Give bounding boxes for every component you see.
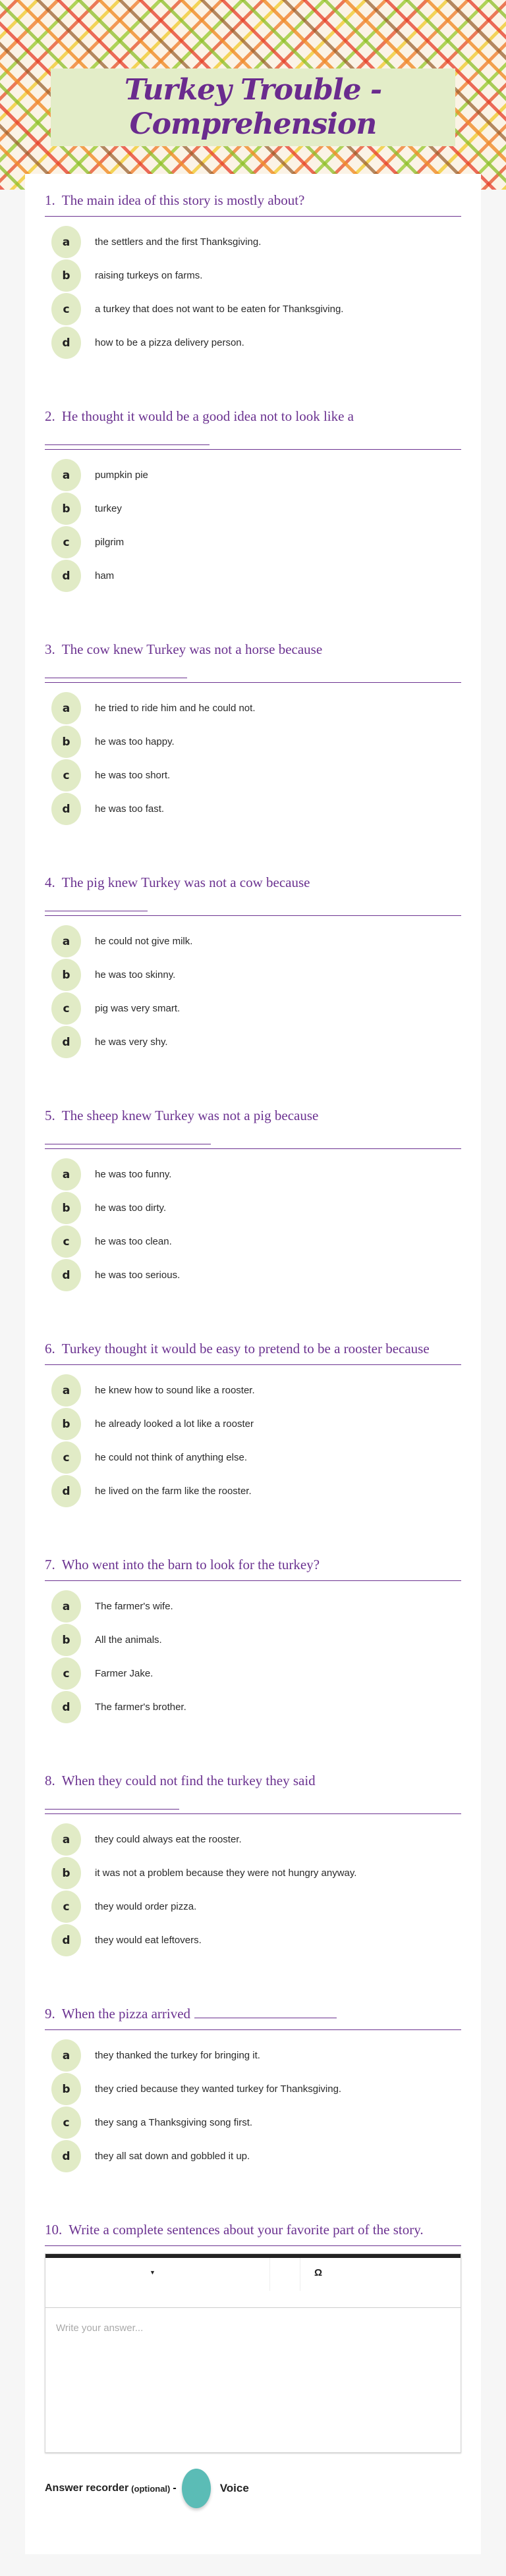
question-6	[45, 1340, 461, 1508]
option-letter-badge: c	[51, 992, 81, 1025]
option-letter-badge: a	[51, 1374, 81, 1407]
option-text: they would order pizza.	[95, 1901, 197, 1912]
option-c[interactable]	[45, 1890, 461, 1923]
option-text: they would eat leftovers.	[95, 1935, 202, 1946]
option-b[interactable]	[45, 2072, 461, 2106]
option-c[interactable]	[45, 525, 461, 559]
question-text: The main idea of this story is mostly about?	[61, 192, 305, 208]
option-letter-badge: c	[51, 293, 81, 325]
voice-label: Voice	[219, 2482, 249, 2494]
answer-blank	[45, 1795, 179, 1810]
voice-record-button[interactable]	[182, 2469, 211, 2508]
option-text: he was very shy.	[95, 1036, 168, 1048]
option-letter-badge: c	[51, 759, 81, 792]
option-letter-badge: a	[51, 1823, 81, 1856]
option-d[interactable]	[45, 2139, 461, 2173]
option-text: he was too skinny.	[95, 969, 176, 980]
question-text: The cow knew Turkey was not a horse because	[61, 641, 323, 657]
question-text: Turkey thought it would be easy to pretend to be a rooster because	[61, 1341, 430, 1356]
option-text: he was too serious.	[95, 1270, 181, 1281]
option-text: he knew how to sound like a rooster.	[95, 1385, 255, 1396]
option-letter-badge: d	[51, 327, 81, 359]
option-d[interactable]	[45, 326, 461, 360]
option-letter-badge: b	[51, 2073, 81, 2105]
option-letter-badge: c	[51, 526, 81, 558]
font-dropdown-caret-icon[interactable]: ▼	[150, 2269, 155, 2276]
option-letter-badge: d	[51, 560, 81, 592]
question-10	[45, 2221, 461, 2508]
option-letter-badge: b	[51, 1192, 81, 1224]
option-b[interactable]	[45, 259, 461, 292]
answer-blank	[45, 431, 210, 445]
question-number: 7.	[45, 1557, 55, 1572]
option-text: how to be a pizza delivery person.	[95, 337, 244, 348]
divider	[45, 216, 461, 217]
question-5	[45, 1107, 461, 1292]
question-text: When the pizza arrived	[61, 2006, 191, 2022]
option-b[interactable]	[45, 1191, 461, 1225]
answer-textarea[interactable]: Write your answer...	[56, 2322, 144, 2334]
recorder-label: Answer recorder	[45, 2482, 129, 2494]
option-text: they could always eat the rooster.	[95, 1834, 242, 1845]
option-c[interactable]	[45, 1657, 461, 1690]
option-text: he lived on the farm like the rooster.	[95, 1486, 252, 1497]
option-letter-badge: d	[51, 1475, 81, 1507]
option-text: he was too happy.	[95, 736, 175, 747]
option-d[interactable]	[45, 1258, 461, 1292]
option-letter-badge: a	[51, 925, 81, 957]
option-a[interactable]	[45, 1823, 461, 1856]
option-text: the settlers and the first Thanksgiving.	[95, 236, 262, 248]
option-text: he could not give milk.	[95, 936, 193, 947]
option-letter-badge: d	[51, 793, 81, 825]
option-c[interactable]	[45, 992, 461, 1025]
option-letter-badge: c	[51, 1657, 81, 1690]
option-text: he could not think of anything else.	[95, 1452, 247, 1463]
option-text: turkey	[95, 503, 122, 514]
divider	[45, 2245, 461, 2246]
question-title	[45, 192, 461, 209]
option-letter-badge: d	[51, 1259, 81, 1291]
option-a[interactable]	[45, 925, 461, 958]
option-letter-badge: b	[51, 1857, 81, 1889]
question-title	[45, 1772, 461, 1790]
option-letter-badge: c	[51, 1891, 81, 1923]
question-3	[45, 641, 461, 826]
recorder-dash: -	[173, 2482, 177, 2494]
question-title	[45, 1556, 461, 1574]
option-a[interactable]	[45, 458, 461, 492]
question-text: Write a complete sentences about your favorite part of the story.	[69, 2222, 424, 2238]
option-letter-badge: b	[51, 726, 81, 758]
option-c[interactable]	[45, 759, 461, 792]
question-title	[45, 2005, 461, 2023]
option-a[interactable]	[45, 2039, 461, 2072]
option-text: pig was very smart.	[95, 1003, 181, 1014]
question-text: When they could not find the turkey they said	[61, 1773, 316, 1788]
option-text: The farmer's wife.	[95, 1601, 173, 1612]
divider	[45, 449, 461, 450]
option-b[interactable]	[45, 492, 461, 525]
option-letter-badge: b	[51, 1408, 81, 1440]
question-2	[45, 408, 461, 593]
answer-blank	[45, 664, 187, 678]
option-a[interactable]	[45, 1158, 461, 1191]
divider	[45, 1148, 461, 1149]
question-number: 3.	[45, 641, 55, 657]
question-number: 9.	[45, 2006, 55, 2022]
divider	[45, 1813, 461, 1814]
option-c[interactable]	[45, 2106, 461, 2139]
question-title	[45, 408, 461, 425]
question-title	[45, 1107, 461, 1125]
option-text: pumpkin pie	[95, 470, 148, 481]
divider	[45, 1364, 461, 1365]
answer-blank	[45, 1130, 211, 1144]
option-text: they thanked the turkey for bringing it.	[95, 2050, 260, 2061]
question-title	[45, 1340, 461, 1358]
question-text: Who went into the barn to look for the turkey?	[61, 1557, 320, 1572]
option-letter-badge: a	[51, 692, 81, 724]
option-b[interactable]	[45, 1856, 461, 1890]
option-text: Farmer Jake.	[95, 1668, 154, 1679]
option-a[interactable]	[45, 225, 461, 259]
option-b[interactable]	[45, 1407, 461, 1441]
option-text: they sang a Thanksgiving song first.	[95, 2117, 253, 2128]
question-title	[45, 2221, 461, 2239]
option-text: a turkey that does not want to be eaten for Thanksgiving.	[95, 304, 344, 315]
option-text: they cried because they wanted turkey for Thanksgiving.	[95, 2083, 342, 2095]
option-text: ham	[95, 570, 115, 581]
recorder-optional: (optional)	[131, 2483, 171, 2494]
option-d[interactable]	[45, 792, 461, 826]
option-text: All the animals.	[95, 1634, 162, 1646]
divider	[45, 915, 461, 916]
page-title: Turkey Trouble - Comprehension	[124, 73, 382, 141]
option-letter-badge: d	[51, 1691, 81, 1723]
option-text: he tried to ride him and he could not.	[95, 703, 256, 714]
option-text: pilgrim	[95, 537, 125, 548]
option-letter-badge: c	[51, 1225, 81, 1258]
option-text: he was too funny.	[95, 1169, 172, 1180]
option-c[interactable]	[45, 1225, 461, 1258]
option-text: he was too clean.	[95, 1236, 172, 1247]
question-4	[45, 874, 461, 1059]
question-title	[45, 641, 461, 658]
question-text: The sheep knew Turkey was not a pig because	[61, 1108, 319, 1123]
question-number: 5.	[45, 1108, 55, 1123]
question-number: 2.	[45, 408, 55, 424]
option-d[interactable]	[45, 1923, 461, 1957]
worksheet-card	[25, 174, 481, 2554]
option-b[interactable]	[45, 1623, 461, 1657]
option-text: they all sat down and gobbled it up.	[95, 2151, 250, 2162]
option-d[interactable]	[45, 1690, 461, 1724]
divider	[45, 1580, 461, 1581]
option-a[interactable]	[45, 691, 461, 725]
option-text: The farmer's brother.	[95, 1702, 186, 1713]
option-text: it was not a problem because they were not hungry anyway.	[95, 1867, 357, 1879]
option-letter-badge: a	[51, 2039, 81, 2072]
option-letter-badge: a	[51, 1590, 81, 1623]
question-text: The pig knew Turkey was not a cow because	[61, 874, 310, 890]
option-b[interactable]	[45, 958, 461, 992]
option-d[interactable]	[45, 559, 461, 593]
divider	[45, 682, 461, 683]
editor-toolbar	[45, 2254, 461, 2308]
option-d[interactable]	[45, 1474, 461, 1508]
answer-recorder	[45, 2469, 461, 2508]
option-letter-badge: c	[51, 2106, 81, 2139]
option-c[interactable]	[45, 292, 461, 326]
question-number: 4.	[45, 874, 55, 890]
answer-editor	[45, 2253, 461, 2453]
option-a[interactable]	[45, 1590, 461, 1623]
option-letter-badge: a	[51, 459, 81, 491]
question-number: 1.	[45, 192, 55, 208]
question-7	[45, 1556, 461, 1724]
option-letter-badge: c	[51, 1441, 81, 1474]
option-text: he already looked a lot like a rooster	[95, 1418, 254, 1430]
option-letter-badge: b	[51, 959, 81, 991]
question-number: 6.	[45, 1341, 55, 1356]
divider	[45, 2029, 461, 2030]
option-letter-badge: b	[51, 1624, 81, 1656]
question-1	[45, 192, 461, 360]
option-letter-badge: b	[51, 493, 81, 525]
option-letter-badge: d	[51, 1026, 81, 1058]
question-text: He thought it would be a good idea not to look like a	[61, 408, 354, 424]
question-title	[45, 874, 461, 892]
option-letter-badge: a	[51, 1158, 81, 1191]
answer-blank	[45, 897, 148, 911]
option-text: he was too short.	[95, 770, 171, 781]
option-d[interactable]	[45, 1025, 461, 1059]
option-text: raising turkeys on farms.	[95, 270, 203, 281]
option-letter-badge: a	[51, 226, 81, 258]
option-a[interactable]	[45, 1374, 461, 1407]
option-text: he was too fast.	[95, 803, 165, 815]
special-character-icon[interactable]: Ω	[314, 2267, 323, 2278]
toolbar-separator	[269, 2258, 270, 2291]
option-letter-badge: b	[51, 259, 81, 292]
option-text: he was too dirty.	[95, 1202, 167, 1214]
question-9	[45, 2005, 461, 2173]
answer-blank	[194, 2005, 337, 2018]
question-8	[45, 1772, 461, 1957]
question-number: 10.	[45, 2222, 63, 2238]
option-letter-badge: d	[51, 1924, 81, 1956]
option-letter-badge: d	[51, 2140, 81, 2172]
title-box	[51, 68, 455, 146]
option-b[interactable]	[45, 725, 461, 759]
option-c[interactable]	[45, 1441, 461, 1474]
question-number: 8.	[45, 1773, 55, 1788]
